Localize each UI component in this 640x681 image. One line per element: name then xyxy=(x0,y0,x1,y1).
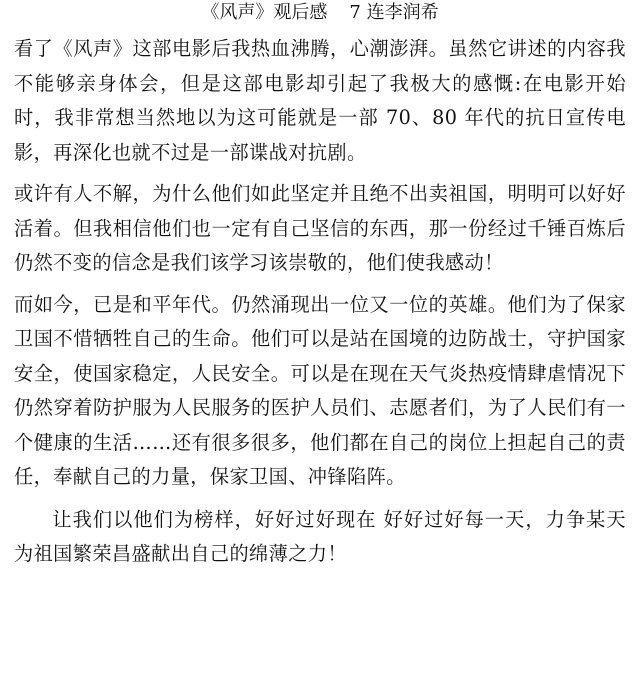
document-title-line xyxy=(14,0,626,26)
paragraph-4: 让我们以他们为榜样，好好过好现在 好好过好每一天，力争某天为祖国繁荣昌盛献出自己的绵薄之力！ xyxy=(14,507,626,565)
paragraph-3: 而如今，已是和平年代。仍然涌现出一位又一位的英雄。他们为了保家卫国不惜牺牲自己的生命。他们可以是站在国境的边防战士，守护国家安全，使国家稳定，人民安全。可以是在现在天气炎热疫情肆虐情况下仍然穿着防护服为人民服务的医护人员们、志愿者们，为了人民们有一个健康的生活……还有很多很多，他们都在自己的岗位上担起自己的责任，奉献自己的力量，保家卫国、冲锋陷阵。 xyxy=(14,292,626,488)
paragraph-2: 或许有人不解，为什么他们如此坚定并且绝不出卖祖国，明明可以好好活着。但我相信他们也一定有自己坚信的东西，那一份经过千锤百炼后仍然不变的信念是我们该学习该崇敬的，他们使我感动！ xyxy=(14,182,626,274)
document-author: 7 连李润希 xyxy=(349,2,439,23)
paragraph-1: 看了《风声》这部电影后我热血沸腾，心潮澎湃。虽然它讲述的内容我不能够亲身体会，但是这部电影却引起了我极大的感慨:在电影开始时，我非常想当然地以为这可能就是一部 70、80 年代的抗日宣传电影，再深化也就不过是一部谍战对抗剧。 xyxy=(14,37,626,164)
document-title: 《风声》观后感 xyxy=(201,2,328,23)
